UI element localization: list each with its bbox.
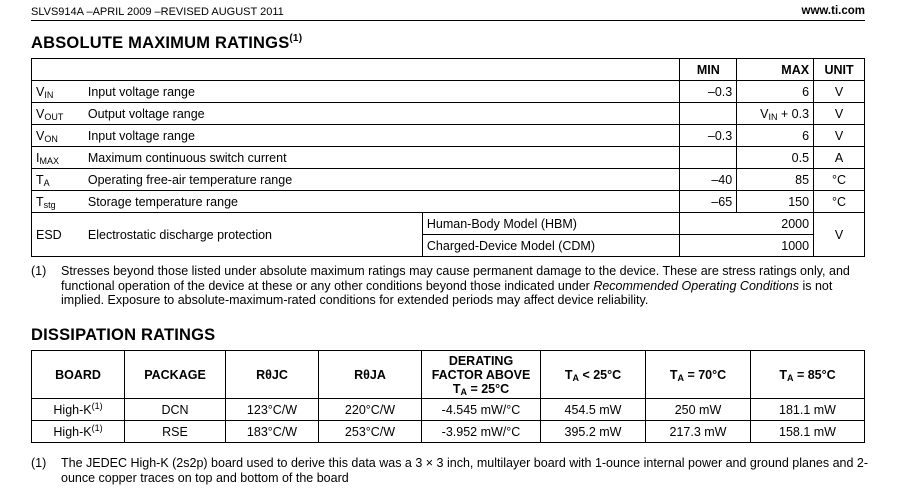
absolute-max-title-note[interactable]: (1): [289, 32, 303, 44]
hbm-max: 2000: [680, 213, 814, 235]
col-max: MAX: [737, 59, 814, 81]
description: Storage temperature range: [84, 191, 680, 213]
table-row: [32, 169, 865, 191]
t85-cell: 181.1 mW: [751, 399, 865, 421]
package-cell: RSE: [125, 421, 226, 443]
rjc-cell: 183°C/W: [226, 421, 319, 443]
derating-cell: -3.952 mW/°C: [422, 421, 541, 443]
table-header-row: [32, 351, 865, 399]
absolute-max-footnote: [31, 264, 891, 308]
table-row: [32, 421, 865, 443]
table-row: [32, 191, 865, 213]
min-value: –0.3: [680, 125, 737, 147]
col-rjc: RθJC: [226, 351, 319, 399]
symbol: $V_{ON}$: [32, 125, 84, 147]
col-t70: $T_A = 70^\circ C$: [646, 351, 751, 399]
esd-description: Electrostatic discharge protection: [84, 213, 423, 257]
rjc-cell: 123°C/W: [226, 399, 319, 421]
package-cell: DCN: [125, 399, 226, 421]
max-value: 6: [737, 125, 814, 147]
col-t25: $T_A < 25^\circ C$: [541, 351, 646, 399]
absolute-max-title: [31, 34, 302, 53]
unit-value: A: [814, 147, 865, 169]
symbol: $T_A$: [32, 169, 84, 191]
col-unit: UNIT: [814, 59, 865, 81]
document-id: SLVS914A –APRIL 2009 –REVISED AUGUST 2011: [31, 6, 284, 18]
max-value: 0.5: [737, 147, 814, 169]
unit-value: V: [814, 81, 865, 103]
board-cell: High-$K^{(1)}$: [32, 399, 125, 421]
description: Maximum continuous switch current: [84, 147, 680, 169]
unit-value: °C: [814, 191, 865, 213]
header-rule: [31, 20, 865, 21]
unit-value: V: [814, 103, 865, 125]
table-row: [32, 399, 865, 421]
min-value: [680, 147, 737, 169]
symbol: $I_{MAX}$: [32, 147, 84, 169]
col-t85: $T_A = 85^\circ C$: [751, 351, 865, 399]
esd-unit: V: [814, 213, 865, 257]
symbol: $T_{stg}$: [32, 191, 84, 213]
t70-cell: 250 mW: [646, 399, 751, 421]
t85-cell: 158.1 mW: [751, 421, 865, 443]
board-cell: High-$K^{(1)}$: [32, 421, 125, 443]
max-value: 6: [737, 81, 814, 103]
symbol: $V_{OUT}$: [32, 103, 84, 125]
max-value: $V_{IN} + 0.3$: [737, 103, 814, 125]
absolute-max-title-text: ABSOLUTE MAXIMUM RATINGS: [31, 34, 290, 52]
max-value: 85: [737, 169, 814, 191]
description: Output voltage range: [84, 103, 680, 125]
hbm-label: Human-Body Model (HBM): [422, 213, 680, 235]
dissipation-footnote: [31, 456, 891, 486]
rja-cell: 220°C/W: [319, 399, 422, 421]
footnote-text: The JEDEC High-K (2s2p) board used to derive this data was a 3 × 3 inch, multilayer board with 1-ounce internal power and ground planes and 2-ounce copper traces on top and bottom of the board: [61, 456, 869, 485]
col-package: PACKAGE: [125, 351, 226, 399]
esd-symbol: ESD: [32, 213, 84, 257]
description: Input voltage range: [84, 81, 680, 103]
symbol: $V_{IN}$: [32, 81, 84, 103]
absolute-max-table: [31, 58, 865, 257]
cdm-max: 1000: [680, 235, 814, 257]
t25-cell: 395.2 mW: [541, 421, 646, 443]
table-row: [32, 125, 865, 147]
esd-row-hbm: [32, 213, 865, 235]
footnote-index: (1): [31, 456, 47, 470]
col-min: MIN: [680, 59, 737, 81]
min-value: –40: [680, 169, 737, 191]
col-board: BOARD: [32, 351, 125, 399]
min-value: –0.3: [680, 81, 737, 103]
table-row: [32, 147, 865, 169]
min-value: –65: [680, 191, 737, 213]
table-row: [32, 81, 865, 103]
min-value: [680, 103, 737, 125]
unit-value: °C: [814, 169, 865, 191]
t25-cell: 454.5 mW: [541, 399, 646, 421]
description: Operating free-air temperature range: [84, 169, 680, 191]
dissipation-table: [31, 350, 865, 443]
footnote-index: (1): [31, 264, 47, 278]
max-value: 150: [737, 191, 814, 213]
header-blank: [32, 59, 680, 81]
unit-value: V: [814, 125, 865, 147]
cdm-label: Charged-Device Model (CDM): [422, 235, 680, 257]
t70-cell: 217.3 mW: [646, 421, 751, 443]
description: Input voltage range: [84, 125, 680, 147]
derating-cell: -4.545 mW/°C: [422, 399, 541, 421]
footnote-text: Stresses beyond those listed under absolute maximum ratings may cause permanent damage to the device. These are stress ratings only, and functional operation of the device at these or any other conditions beyond those indicated under Recommended Operating Conditions is not implied. Exposure to absolute-maximum-rated conditions for extended periods may affect device reliability.: [61, 264, 850, 307]
dissipation-title: DISSIPATION RATINGS: [31, 326, 216, 344]
table-row: [32, 103, 865, 125]
col-rja: RθJA: [319, 351, 422, 399]
table-header-row: [32, 59, 865, 81]
col-derating: DERATING FACTOR ABOVE $T_A = 25^\circ C$: [422, 351, 541, 399]
website-link[interactable]: www.ti.com: [801, 5, 865, 17]
rja-cell: 253°C/W: [319, 421, 422, 443]
